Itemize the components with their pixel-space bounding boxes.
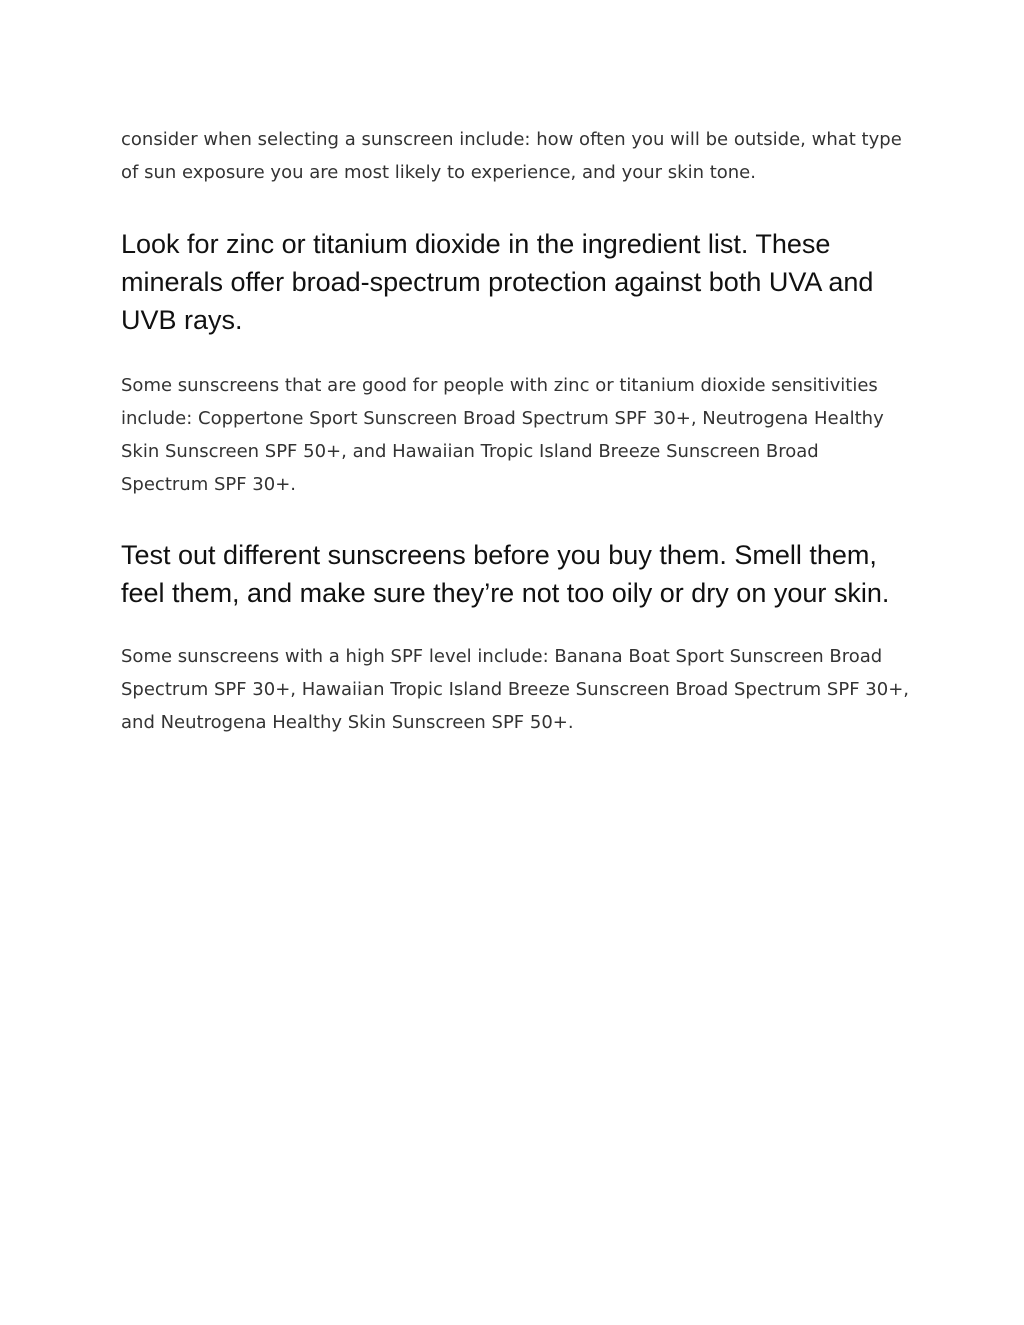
paragraph-sunscreen-considerations: consider when selecting a sunscreen include: how often you will be outside, what type of sun exposure you are most likely to experience, and your skin tone. xyxy=(121,129,902,183)
paragraph-high-spf-sunscreens: Some sunscreens with a high SPF level include: Banana Boat Sport Sunscreen Broad Spectrum SPF 30+, Hawaiian Tropic Island Breeze Sunscreen Broad Spectrum SPF 30+, and Neutrogena Healthy Skin Sunscreen SPF 50+. xyxy=(121,646,909,733)
heading-zinc-titanium: Look for zinc or titanium dioxide in the ingredient list. These minerals offer broad-spectrum protection against both UVA and UVB rays. xyxy=(121,229,874,335)
document-content xyxy=(121,123,911,739)
heading-test-sunscreens: Test out different sunscreens before you buy them. Smell them, feel them, and make sure they’re not too oily or dry on your skin. xyxy=(121,540,890,608)
paragraph-sensitive-sunscreens: Some sunscreens that are good for people with zinc or titanium dioxide sensitivities include: Coppertone Sport Sunscreen Broad Spectrum SPF 30+, Neutrogena Healthy Skin Sunscreen SPF 50+, and Hawaiian Tropic Island Breeze Sunscreen Broad Spectrum SPF 30+. xyxy=(121,375,884,495)
